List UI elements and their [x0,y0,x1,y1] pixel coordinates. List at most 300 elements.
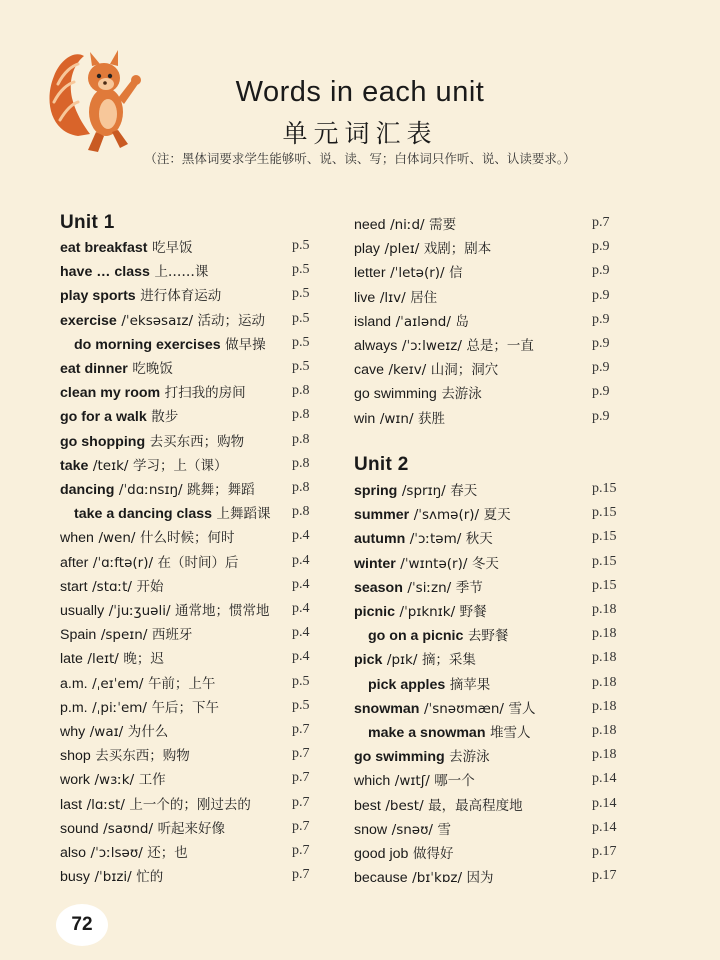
vocab-page-ref: p.4 [292,625,310,641]
vocab-page-ref: p.9 [592,384,610,400]
vocab-word: after [60,554,89,571]
vocab-row [354,817,622,839]
vocab-meaning: 什么时候；何时 [139,530,235,547]
vocab-page-ref: p.4 [292,601,310,616]
vocab-entry [354,769,592,789]
vocab-meaning: 摘；采集 [421,652,476,669]
vocab-row [354,575,622,597]
vocab-meaning: 野餐 [459,604,487,620]
vocab-row [354,672,622,694]
vocab-page-ref: p.5 [292,238,310,253]
vocab-row [354,357,622,379]
vocab-word: why [60,724,86,740]
vocab-word: have … class [60,264,150,281]
vocab-page-ref: p.17 [592,844,617,859]
vocab-row [60,380,322,402]
vocab-phonetic: /ˈdɑːnsɪŋ/ [118,482,183,498]
vocab-page-ref: p.7 [292,770,310,786]
vocab-meaning: 还；也 [147,845,188,861]
vocab-row [60,525,322,547]
vocab-page-ref: p.7 [292,843,310,858]
vocab-word: snowman [354,700,420,717]
vocab-entry [60,551,292,571]
vocab-word: pick apples [368,676,446,693]
vocab-phonetic: /wɪn/ [379,410,414,427]
vocab-page-ref: p.7 [292,794,310,810]
vocab-phonetic: /bɪˈkɒz/ [412,870,463,887]
vocab-word: sound [60,820,99,837]
vocab-meaning: 工作 [138,772,166,789]
vocab-entry [354,794,592,814]
vocab-page-ref: p.9 [592,360,610,376]
vocab-word: last [60,796,83,813]
vocab-meaning: 因为 [466,870,494,887]
vocab-meaning: 听起来好像 [157,820,226,837]
vocab-row [354,696,622,718]
vocab-row [354,865,622,887]
vocab-page-ref: p.5 [292,262,310,278]
vocab-page-ref: p.18 [592,626,617,642]
vocab-meaning: 午后；下午 [151,699,219,716]
vocab-meaning: 打扫我的房间 [164,385,246,402]
vocab-phonetic: /ˌpiːˈem/ [92,699,147,716]
vocab-entry [60,647,292,667]
vocab-meaning: 信 [449,265,463,282]
vocab-page-ref: p.18 [592,723,617,738]
vocab-row [60,743,322,765]
vocab-entry [60,526,292,546]
vocab-phonetic: /ˈɔːlweɪz/ [401,338,462,354]
vocab-meaning: 晚；迟 [123,651,164,668]
vocab-page-ref: p.7 [292,722,310,737]
vocab-page-ref: p.18 [592,698,617,714]
vocab-page-ref: p.7 [292,867,310,883]
vocab-page-ref: p.8 [292,455,310,471]
vocab-meaning: 去买东西；购物 [95,748,190,765]
vocab-word: go for a walk [60,409,147,426]
vocab-row [60,574,322,596]
vocab-page-ref: p.15 [592,553,617,569]
vocab-word: also [60,845,87,861]
vocab-phonetic: /leɪt/ [87,651,119,668]
vocab-meaning: 吃早饭 [152,240,193,256]
vocab-row [354,768,622,790]
vocab-page-ref: p.5 [292,334,310,350]
vocab-page-ref: p.9 [592,287,610,303]
vocab-page-ref: p.8 [292,431,310,447]
vocab-word: eat breakfast [60,240,148,256]
vocab-row [60,671,322,693]
vocab-page-ref: p.18 [592,650,617,666]
vocab-phonetic: /wɜːk/ [94,772,135,789]
vocab-row [354,333,622,355]
vocab-row [354,526,622,548]
vocab-meaning: 午前；上午 [147,675,216,692]
vocab-meaning: 季节 [455,579,483,596]
vocab-word: season [354,579,403,596]
vocab-phonetic: /sprɪŋ/ [401,483,446,499]
vocab-word: always [354,338,398,354]
vocab-meaning: 吃晚饭 [132,361,173,377]
vocab-word: cave [354,362,384,379]
vocab-row [60,404,322,426]
vocab-meaning: 秋天 [465,531,493,548]
vocab-word: go swimming [354,749,445,766]
vocab-page-ref: p.9 [592,311,610,327]
vocab-word: play sports [60,288,136,305]
vocab-phonetic: /lɪv/ [379,289,406,306]
vocab-entry [60,599,292,619]
vocab-row [60,719,322,741]
vocab-meaning: 冬天 [471,555,499,572]
vocab-page-ref: p.7 [292,746,310,762]
vocab-page-ref: p.9 [592,239,610,255]
vocab-meaning: 去野餐 [467,628,509,645]
vocab-phonetic: /ˈwɪntə(r)/ [400,555,468,572]
vocab-row [354,599,622,621]
vocab-word: make a snowman [368,725,486,741]
vocab-page-ref: p.14 [592,771,617,787]
vocab-row [60,356,322,378]
vocab-row [354,381,622,403]
vocab-page-ref: p.15 [592,505,617,521]
vocab-meaning: 获胜 [418,410,446,427]
vocab-word: dancing [60,482,115,498]
vocab-entry [60,357,292,377]
vocab-entry [60,696,292,716]
vocab-page-ref: p.7 [292,818,310,834]
vocab-page-ref: p.9 [592,336,610,351]
vocab-row [60,695,322,717]
vocab-word: busy [60,869,90,886]
vocab-entry [354,600,592,620]
vocab-row [60,792,322,814]
vocab-entry [354,673,592,693]
vocab-entry [60,260,292,280]
vocab-phonetic: /ˈɔːlsəʊ/ [90,845,143,861]
vocab-word: eat dinner [60,361,128,377]
vocab-entry [60,841,292,861]
vocab-word: a.m. [60,675,88,692]
vocab-meaning: 做早操 [225,336,266,353]
vocab-phonetic: /keɪv/ [388,362,427,379]
vocab-meaning: 雪 [437,821,451,838]
vocab-entry [60,454,292,474]
vocab-meaning: 摘苹果 [449,676,491,693]
page-title: Words in each unit [235,76,485,108]
vocab-meaning: 上舞蹈课 [216,506,271,523]
vocab-row [60,767,322,789]
vocab-phonetic: /lɑːst/ [86,796,125,813]
vocab-meaning: 岛 [455,313,469,330]
vocab-row [60,646,322,668]
vocab-row [60,332,322,354]
vocab-word: work [60,772,90,789]
vocab-meaning: 山洞；洞穴 [430,362,499,379]
vocab-phonetic: /ˈaɪlənd/ [395,313,451,330]
vocab-entry [60,478,292,498]
vocab-row [60,550,322,572]
vocab-word: letter [354,265,386,282]
vocab-word: spring [354,483,398,499]
vocab-row [354,285,622,307]
vocab-row [60,259,322,281]
vocab-meaning: 忙的 [136,869,164,886]
vocab-row [60,598,322,620]
vocab-word: go shopping [60,433,146,450]
vocab-page-ref: p.5 [292,359,310,374]
vocab-phonetic: /saʊnd/ [103,820,154,837]
vocab-word: live [354,289,376,306]
vocab-meaning: 活动；运动 [197,312,266,329]
vocab-entry [60,672,292,692]
vocab-entry [354,479,592,499]
vocab-meaning: 为什么 [127,724,169,740]
vocab-page-ref: p.9 [592,263,610,279]
vocab-page-ref: p.5 [292,673,310,689]
vocab-word: autumn [354,531,406,548]
vocab-page-ref: p.17 [592,868,617,884]
vocab-phonetic: /ˈpɪknɪk/ [399,604,456,620]
vocab-word: p.m. [60,699,88,716]
vocab-word: shop [60,748,91,765]
page-number: 72 [56,904,108,946]
vocab-entry [60,236,292,256]
vocab-page-ref: p.7 [592,215,610,230]
vocab-meaning: 学习；上（课） [132,457,228,474]
vocab-phonetic: /ˈsnəʊmæn/ [423,700,504,717]
vocab-word: need [354,217,386,233]
vocab-phonetic: /ˈsiːzn/ [407,579,452,596]
vocab-meaning: 堆雪人 [490,725,531,741]
vocab-entry [354,407,592,427]
vocab-phonetic: /wɪtʃ/ [394,773,430,790]
vocab-row [60,235,322,257]
vocab-word: best [354,797,381,814]
vocab-page-ref: p.4 [292,552,310,568]
vocab-meaning: 通常地；惯常地 [175,603,270,619]
vocab-phonetic: /snəʊ/ [391,821,433,838]
vocab-entry [60,744,292,764]
vocab-row [354,647,622,669]
vocab-meaning: 上……课 [154,264,209,281]
vocab-meaning: 最，最高程度地 [428,797,523,814]
vocab-entry [60,720,292,740]
vocab-word: because [354,870,408,887]
vocab-row [354,744,622,766]
vocab-meaning: 开始 [136,578,164,595]
vocab-entry [354,576,592,596]
vocab-entry [60,817,292,837]
vocab-entry [354,552,592,572]
vocab-phonetic: /wen/ [98,530,136,547]
vocab-word: pick [354,652,383,669]
vocab-entry [354,334,592,354]
vocab-row [60,864,322,886]
vocab-word: go swimming [354,386,437,403]
unit-2-heading: Unit 2 [354,454,409,475]
vocab-entry [354,310,592,330]
vocab-row [60,308,322,330]
vocab-page-ref: p.5 [292,697,310,713]
page-subtitle: 单元词汇表 [282,119,438,148]
vocab-phonetic: /ˈɑːftə(r)/ [92,554,154,571]
vocab-entry [60,284,292,304]
vocab-page-ref: p.18 [592,674,617,690]
vocab-entry [354,745,592,765]
vocab-row [60,429,322,451]
vocab-meaning: 去游泳 [449,749,490,766]
vocab-page-ref: p.14 [592,795,617,811]
vocab-word: win [354,410,376,427]
unit-1-heading: Unit 1 [60,212,115,233]
vocab-entry [354,818,592,838]
vocab-row [354,502,622,524]
vocab-phonetic: /teɪk/ [92,457,129,474]
vocab-entry [354,503,592,523]
vocab-meaning: 进行体育运动 [140,288,222,305]
vocab-meaning: 雪人 [508,700,536,717]
vocab-phonetic: /ˌeɪˈem/ [92,675,144,692]
vocab-row [354,841,622,863]
vocab-phonetic: /ˈbɪzi/ [94,869,132,886]
vocab-page-ref: p.4 [292,649,310,665]
vocab-meaning: 在（时间）后 [157,554,239,571]
vocab-word: start [60,578,88,595]
vocab-entry [354,842,592,862]
vocab-word: which [354,773,391,790]
vocab-phonetic: /ˈeksəsaɪz/ [121,312,194,329]
vocab-entry [60,381,292,401]
vocab-entry [354,382,592,402]
vocab-entry [60,502,292,522]
vocab-entry [354,721,592,741]
vocab-phonetic: /ˈletə(r)/ [390,265,445,282]
vocab-phonetic: /pɪk/ [386,652,418,669]
vocab-phonetic: /niːd/ [390,217,425,233]
vocab-phonetic: /stɑːt/ [92,578,132,595]
vocab-word: clean my room [60,385,161,402]
vocab-meaning: 夏天 [483,507,511,524]
vocab-row [60,283,322,305]
vocab-row [354,260,622,282]
vocab-page-ref: p.15 [592,529,617,545]
vocab-phonetic: /ˈjuːʒuəli/ [108,603,171,619]
vocab-entry [354,527,592,547]
vocab-entry [60,623,292,643]
vocab-entry [354,624,592,644]
vocab-row [60,840,322,862]
vocab-entry [354,213,592,233]
vocab-meaning: 散步 [151,409,179,426]
vocab-entry [354,261,592,281]
vocab-entry [354,358,592,378]
vocab-row [354,720,622,742]
vocab-meaning: 西班牙 [151,627,193,644]
vocab-word: take [60,457,89,474]
vocab-row [60,477,322,499]
vocab-entry [60,405,292,425]
vocab-phonetic: /ˈsʌmə(r)/ [413,507,480,524]
vocab-row [60,816,322,838]
vocab-phonetic: /ˈɔːtəm/ [409,531,462,548]
vocab-meaning: 居住 [410,289,438,306]
vocab-word: go on a picnic [368,628,464,645]
vocab-entry [354,866,592,886]
vocab-word: exercise [60,312,117,329]
vocab-meaning: 总是；一直 [466,338,534,354]
vocab-word: summer [354,507,410,524]
vocab-word: picnic [354,604,395,620]
vocab-word: when [60,530,94,547]
vocab-row [354,478,622,500]
vocab-entry [354,697,592,717]
vocab-meaning: 去游泳 [441,386,482,403]
vocab-phonetic: /waɪ/ [89,724,124,740]
vocab-row [60,501,322,523]
vocab-phonetic: /speɪn/ [100,627,148,644]
vocab-meaning: 需要 [429,217,457,233]
vocab-entry [60,575,292,595]
vocab-row [60,453,322,475]
usage-note: （注：黑体词要求学生能够听、说、读、写；白体词只作听、说、认读要求。） [144,151,576,166]
vocab-row [354,236,622,258]
vocab-row [354,793,622,815]
vocab-phonetic: /pleɪ/ [384,241,420,258]
vocab-entry [60,333,292,353]
vocab-page-ref: p.9 [592,408,610,424]
vocab-word: winter [354,555,396,572]
vocab-word: good job [354,846,409,862]
vocab-row [354,406,622,428]
vocab-page-ref: p.8 [292,383,310,399]
vocab-word: play [354,241,381,258]
vocab-meaning: 做得好 [412,846,454,862]
vocab-meaning: 跳舞；舞蹈 [187,482,255,498]
vocab-meaning: 哪一个 [434,773,475,790]
vocab-page-ref: p.18 [592,747,617,763]
vocab-row [354,212,622,234]
vocab-page-ref: p.4 [292,576,310,592]
vocab-page-ref: p.8 [292,504,310,520]
vocab-word: usually [60,603,105,619]
vocab-entry [60,865,292,885]
vocab-page-ref: p.5 [292,286,310,302]
vocab-entry [60,309,292,329]
vocab-word: late [60,651,83,668]
vocab-page-ref: p.14 [592,819,617,835]
vocab-row [354,551,622,573]
vocab-meaning: 春天 [450,483,478,499]
vocab-entry [354,237,592,257]
vocab-page-ref: p.15 [592,577,617,593]
vocab-entry [60,793,292,813]
vocab-row [354,309,622,331]
vocab-row [60,622,322,644]
vocab-entry [60,768,292,788]
vocab-word: take a dancing class [74,506,213,523]
vocab-meaning: 去买东西；购物 [149,433,245,450]
vocab-meaning: 上一个的；刚过去的 [129,796,251,813]
vocab-row [354,623,622,645]
vocab-page-ref: p.8 [292,407,310,423]
vocab-entry [60,430,292,450]
vocab-word: Spain [60,627,97,644]
vocab-word: snow [354,821,388,838]
vocab-page-ref: p.8 [292,480,310,495]
vocab-entry [354,286,592,306]
vocab-meaning: 戏剧；剧本 [423,241,492,258]
